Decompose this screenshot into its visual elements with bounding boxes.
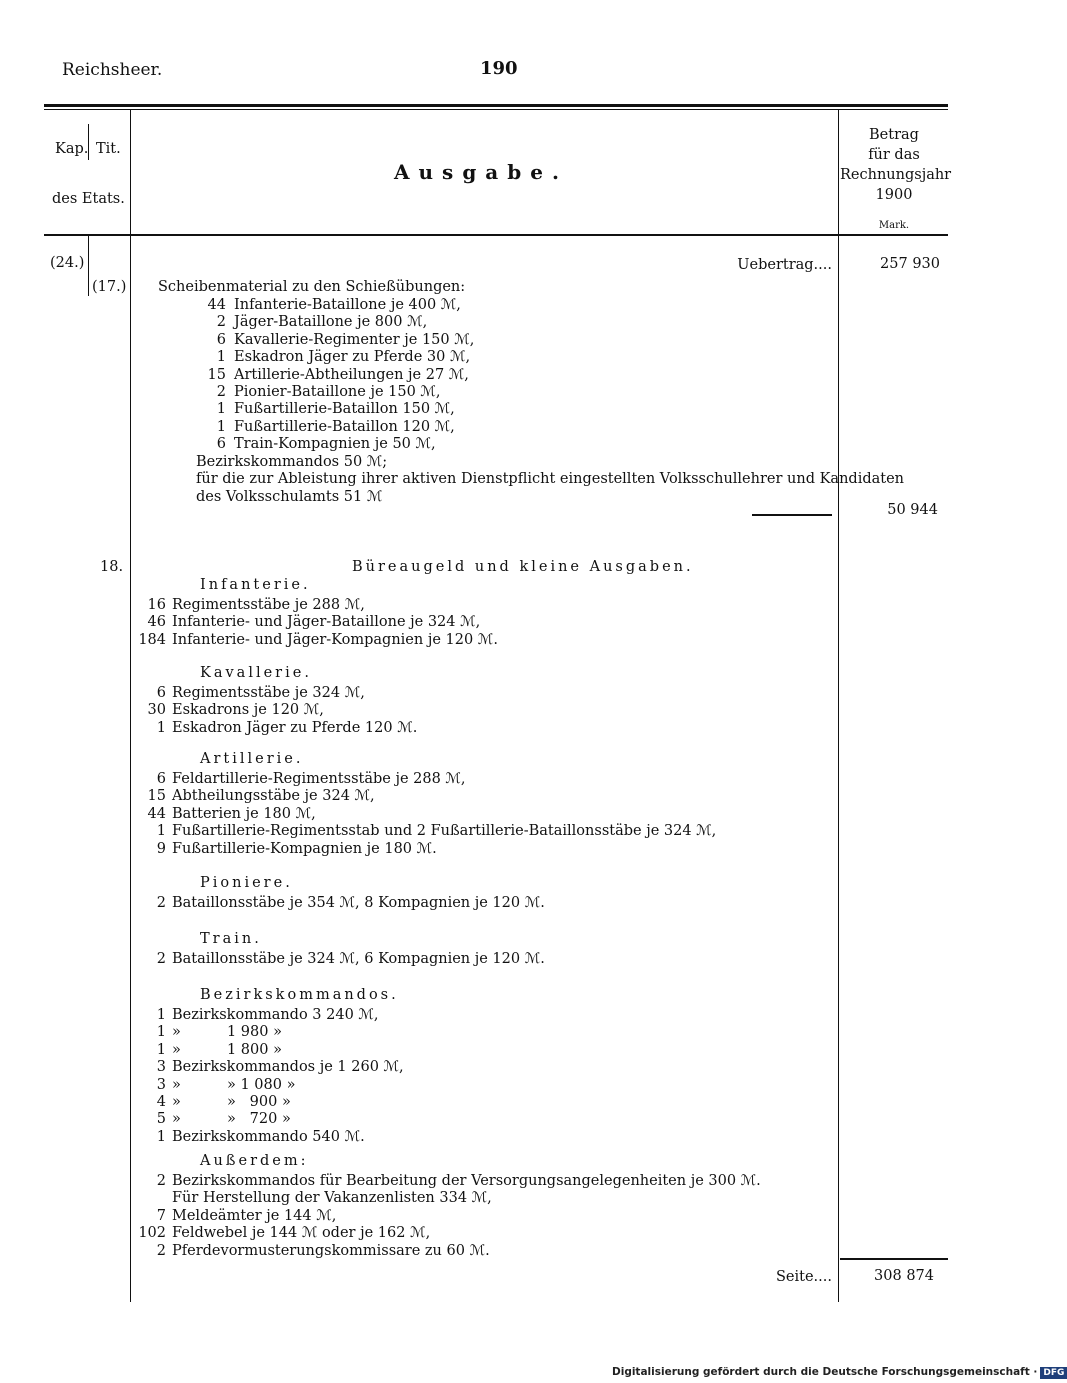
scheibenmaterial-item-count: 2: [216, 384, 226, 400]
scheibenmaterial-heading: Scheibenmaterial zu den Schießübungen:: [158, 279, 466, 295]
top-double-rule: [44, 104, 948, 107]
header-bottom-rule: [44, 234, 948, 236]
infanterie-line-text: Infanterie- und Jäger-Kompagnien je 120 ℳ.: [172, 631, 498, 648]
bezirk-line-count: 3: [156, 1076, 166, 1093]
footer-text: Digitalisierung gefördert durch die Deutsche Forschungsgemeinschaft ·: [612, 1366, 1038, 1378]
ausserdem-line-text: Für Herstellung der Vakanzenlisten 334 ℳ,: [172, 1190, 492, 1207]
volksschullehrer-line-1: für die zur Ableistung ihrer aktiven Dienstpflicht eingestellten Volksschullehrer und Kandidaten: [196, 471, 905, 487]
scheibenmaterial-item: Artillerie-Abtheilungen je 27 ℳ,: [234, 366, 469, 383]
ausserdem-line-count: 102: [138, 1225, 166, 1242]
scheibenmaterial-item: Fußartillerie-Bataillon 150 ℳ,: [234, 401, 455, 418]
pioniere-line-text: Bataillonsstäbe je 354 ℳ, 8 Kompagnien je 120 ℳ.: [172, 895, 545, 911]
scheibenmaterial-item: Pionier-Bataillone je 150 ℳ,: [234, 384, 441, 400]
bezirk-line-text: Bezirkskommandos je 1 260 ℳ,: [172, 1059, 404, 1076]
top-thin-rule: [44, 109, 948, 110]
artillerie-line-text: Batterien je 180 ℳ,: [172, 805, 316, 822]
uebertrag-value: 257 930: [880, 256, 940, 272]
scheibenmaterial-item-count: 1: [216, 401, 226, 418]
ausserdem-line-count: 7: [156, 1207, 166, 1224]
kap-tit-body-divider: [88, 236, 89, 296]
pioniere-line-count: 2: [156, 895, 166, 911]
bezirk-line-text: Bezirkskommando 540 ℳ.: [172, 1128, 365, 1145]
bezirk-line-text: » » 900 »: [172, 1094, 291, 1110]
infanterie-section-title: Infanterie.: [200, 577, 311, 593]
betrag-line-3: Rechnungsjahr: [840, 167, 952, 183]
des-etats-header: des Etats.: [52, 191, 125, 207]
dfg-logo: DFG: [1040, 1367, 1067, 1379]
amount-column-left-border: [838, 110, 839, 1302]
bezirk-line-count: 5: [156, 1111, 166, 1128]
scheibenmaterial-item: Kavallerie-Regimenter je 150 ℳ,: [234, 331, 475, 348]
kavallerie-line-count: 1: [156, 719, 166, 736]
infanterie-line-count: 184: [138, 631, 166, 648]
bezirk-line-text: » 1 980 »: [172, 1024, 282, 1041]
kavallerie-line-text: Eskadrons je 120 ℳ,: [172, 702, 324, 719]
ausserdem-line-count: 2: [156, 1173, 166, 1189]
seite-rule: [840, 1258, 948, 1260]
ausserdem-line-text: Feldwebel je 144 ℳ oder je 162 ℳ,: [172, 1225, 431, 1242]
page-number: 190: [480, 58, 518, 79]
train-line-text: Bataillonsstäbe je 324 ℳ, 6 Kompagnien je 120 ℳ.: [172, 951, 545, 967]
scheibenmaterial-item: Train-Kompagnien je 50 ℳ,: [234, 436, 436, 453]
scheibenmaterial-item: Jäger-Bataillone je 800 ℳ,: [234, 314, 428, 331]
bezirk-line-count: 1: [156, 1024, 166, 1041]
block1-total: 50 944: [887, 502, 938, 518]
kavallerie-line-count: 30: [147, 702, 166, 719]
scheibenmaterial-item-count: 6: [216, 331, 226, 348]
artillerie-line-count: 15: [147, 788, 166, 805]
seite-value: 308 874: [874, 1268, 934, 1284]
ausserdem-line-text: Bezirkskommandos für Bearbeitung der Versorgungsangelegenheiten je 300 ℳ.: [172, 1173, 761, 1189]
infanterie-line-text: Infanterie- und Jäger-Bataillone je 324 ℳ,: [172, 614, 481, 631]
bezirk-line-text: » » 1 080 »: [172, 1076, 296, 1093]
artillerie-line-text: Fußartillerie-Kompagnien je 180 ℳ.: [172, 840, 437, 857]
ausgabe-title: Ausgabe.: [394, 160, 568, 184]
bezirk-line-text: » 1 800 »: [172, 1041, 282, 1058]
volksschullehrer-line-2: des Volksschulamts 51 ℳ: [196, 489, 383, 505]
uebertrag-label: Uebertrag....: [737, 257, 832, 273]
artillerie-line-count: 9: [156, 840, 166, 857]
train-line-count: 2: [156, 951, 166, 967]
subtotal-rule: [752, 514, 832, 516]
bezirk-line-count: 1: [156, 1128, 166, 1145]
seite-label: Seite....: [776, 1269, 832, 1285]
artillerie-line-text: Fußartillerie-Regimentsstab und 2 Fußartillerie-Bataillonsstäbe je 324 ℳ,: [172, 823, 717, 840]
scheibenmaterial-item-count: 15: [207, 366, 226, 383]
artillerie-line-count: 6: [156, 771, 166, 787]
bezirk-line-text: » » 720 »: [172, 1111, 291, 1128]
text-column-left-border: [130, 110, 131, 1302]
artillerie-line-text: Abtheilungsstäbe je 324 ℳ,: [172, 788, 375, 805]
kavallerie-line-count: 6: [156, 685, 166, 701]
bezirk-line-count: 4: [156, 1094, 166, 1110]
scheibenmaterial-item: Infanterie-Bataillone je 400 ℳ,: [234, 297, 461, 313]
tit-header: Tit.: [96, 141, 121, 157]
kavallerie-section-title: Kavallerie.: [200, 665, 312, 681]
ausserdem-line-text: Pferdevormusterungskommissare zu 60 ℳ.: [172, 1242, 490, 1259]
bezirk-line-count: 3: [156, 1059, 166, 1076]
bezirk-section-title: Bezirkskommandos.: [200, 987, 399, 1003]
infanterie-line-text: Regimentsstäbe je 288 ℳ,: [172, 597, 365, 613]
artillerie-line-count: 1: [156, 823, 166, 840]
pioniere-section-title: Pioniere.: [200, 875, 293, 891]
kap-number-24: (24.): [50, 255, 85, 271]
ausserdem-section-title: Außerdem:: [200, 1153, 309, 1169]
infanterie-line-count: 46: [147, 614, 166, 631]
scheibenmaterial-item: Fußartillerie-Bataillon 120 ℳ,: [234, 418, 455, 435]
scheibenmaterial-item: Eskadron Jäger zu Pferde 30 ℳ,: [234, 349, 471, 366]
bezirk-line-text: Bezirkskommando 3 240 ℳ,: [172, 1007, 379, 1023]
bureaugeld-heading: Büreaugeld und kleine Ausgaben.: [352, 559, 694, 575]
artillerie-line-text: Feldartillerie-Regimentsstäbe je 288 ℳ,: [172, 771, 466, 787]
scheibenmaterial-item-count: 1: [216, 418, 226, 435]
ausserdem-line-count: 2: [156, 1242, 166, 1259]
scheibenmaterial-item-count: 1: [216, 349, 226, 366]
kavallerie-line-text: Eskadron Jäger zu Pferde 120 ℳ.: [172, 719, 418, 736]
infanterie-line-count: 16: [147, 597, 166, 613]
scheibenmaterial-item-count: 6: [216, 436, 226, 453]
running-head: Reichsheer.: [62, 60, 163, 80]
bezirk-line-count: 1: [156, 1007, 166, 1023]
scheibenmaterial-item-count: 2: [216, 314, 226, 331]
betrag-line-1: Betrag: [869, 127, 919, 143]
artillerie-section-title: Artillerie.: [200, 751, 304, 767]
betrag-line-4: 1900: [875, 187, 913, 203]
ausserdem-line-text: Meldeämter je 144 ℳ,: [172, 1207, 337, 1224]
artillerie-line-count: 44: [147, 805, 166, 822]
mark-unit: Mark.: [878, 220, 910, 231]
bezirk-line-count: 1: [156, 1041, 166, 1058]
scheibenmaterial-item: Bezirkskommandos 50 ℳ;: [196, 453, 388, 470]
kavallerie-line-text: Regimentsstäbe je 324 ℳ,: [172, 685, 365, 701]
scheibenmaterial-item-count: 44: [207, 297, 226, 313]
train-section-title: Train.: [200, 931, 262, 947]
footer-credit: [612, 1366, 1067, 1379]
tit-number-17: (17.): [92, 279, 127, 295]
tit-number-18: 18.: [100, 559, 124, 575]
betrag-line-2: für das: [868, 147, 920, 163]
kap-header: Kap.: [55, 141, 89, 157]
